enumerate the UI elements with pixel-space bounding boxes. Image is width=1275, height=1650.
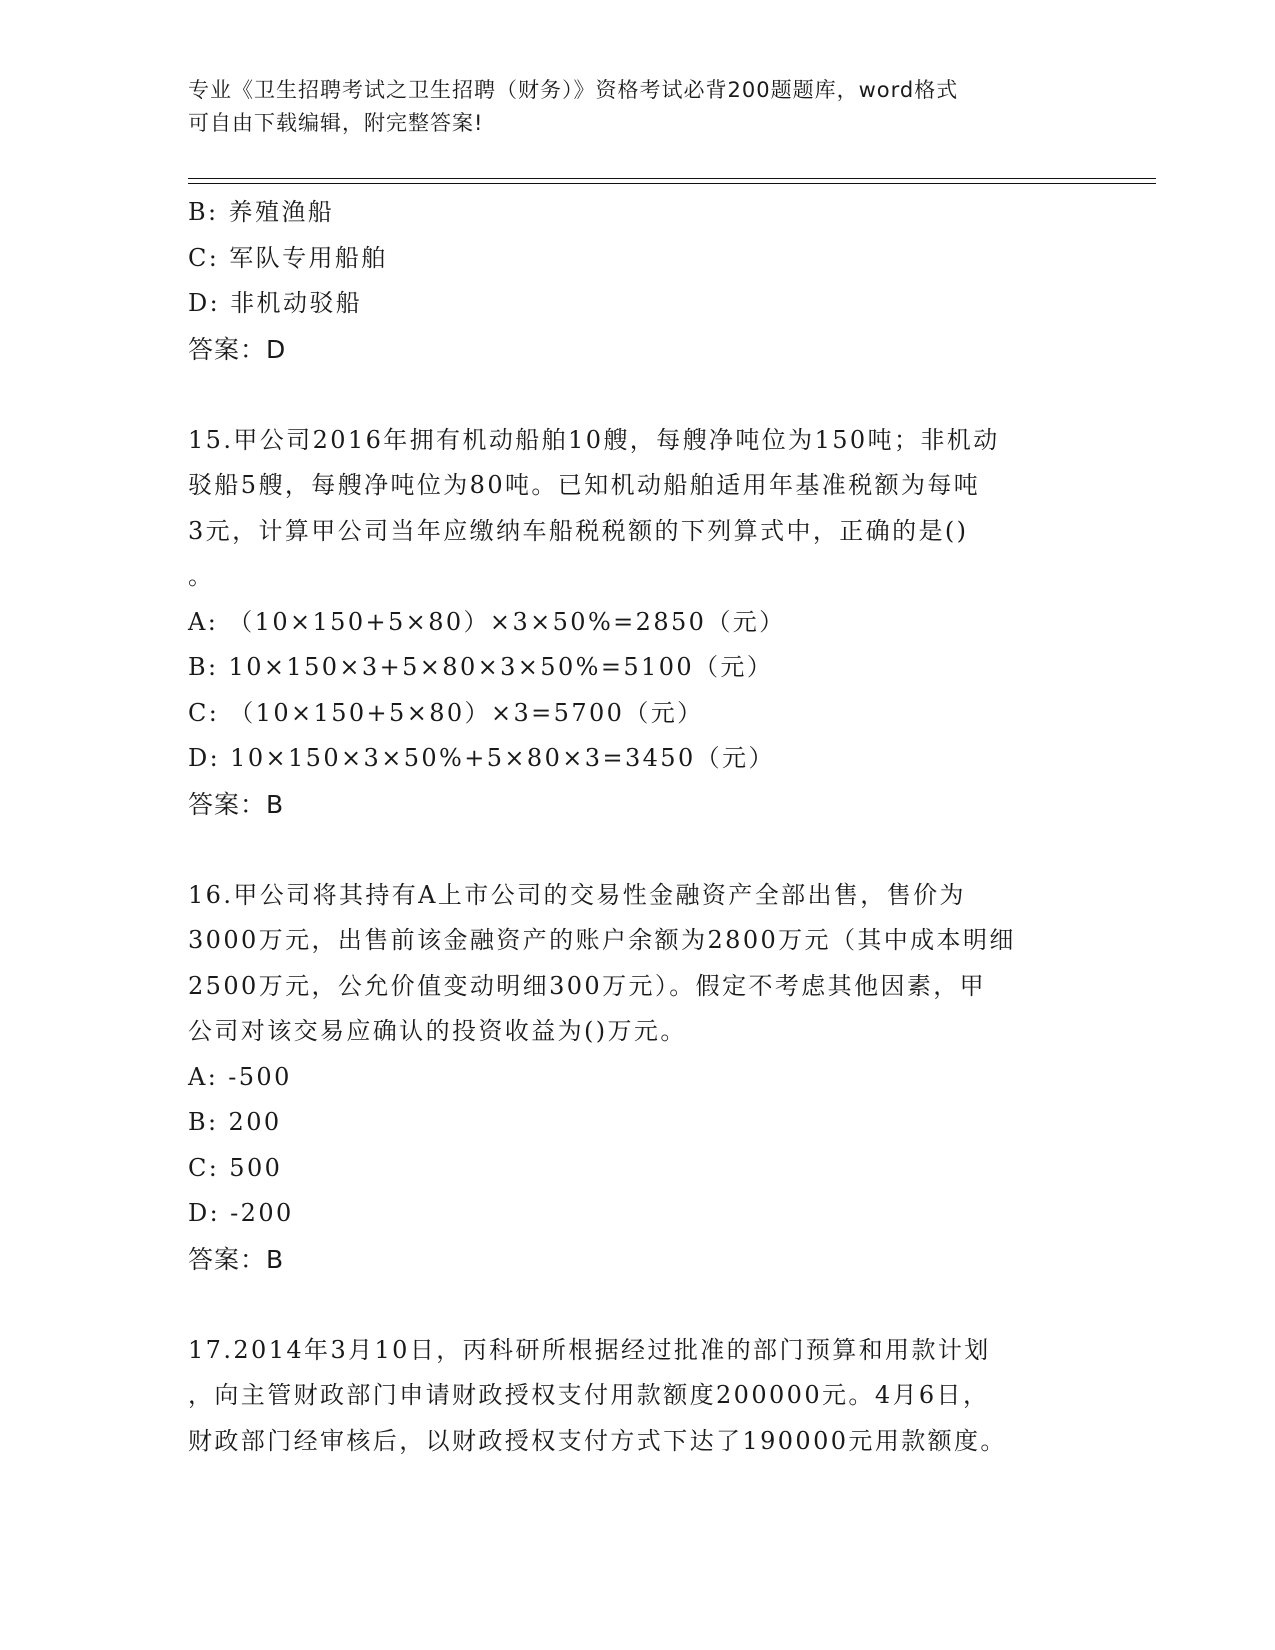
option-b: B: 200 [188, 1108, 282, 1136]
page-header [188, 74, 1088, 140]
option-c: C: （10×150+5×80）×3=5700（元） [188, 698, 704, 727]
question-stem-line: 3元，计算甲公司当年应缴纳车船税税额的下列算式中，正确的是() [188, 516, 969, 545]
question-17 [188, 1328, 1088, 1465]
option-d: D: -200 [188, 1199, 294, 1227]
answer: 答案：B [188, 789, 285, 819]
option-c: C: 军队专用船舶 [188, 243, 388, 272]
spacer [188, 1282, 1088, 1328]
option-c: C: 500 [188, 1153, 283, 1182]
answer: 答案：B [188, 1244, 285, 1274]
question-stem-line: 2500万元，公允价值变动明细300万元）。假定不考虑其他因素，甲 [188, 971, 987, 1000]
header-line: 专业《卫生招聘考试之卫生招聘（财务）》资格考试必背200题题库，word格式 [188, 78, 959, 102]
option-b: B: 养殖渔船 [188, 198, 335, 226]
question-16 [188, 873, 1088, 1283]
question-stem-line: 16.甲公司将其持有A上市公司的交易性金融资产全部出售，售价为 [188, 880, 966, 909]
option-b: B: 10×150×3+5×80×3×50%=5100（元） [188, 653, 774, 681]
question-stem-line: 公司对该交易应确认的投资收益为()万元。 [188, 1017, 687, 1045]
option-d: D: 非机动驳船 [188, 289, 363, 317]
question-stem-line: 驳船5艘，每艘净吨位为80吨。已知机动船舶适用年基准税额为每吨 [188, 471, 981, 499]
question-stem-line: 。 [188, 562, 215, 590]
question-stem-line: ，向主管财政部门申请财政授权支付用款额度200000元。4月6日， [188, 1381, 990, 1409]
option-d: D: 10×150×3×50%+5×80×3=3450（元） [188, 744, 775, 772]
option-a: A: -500 [188, 1062, 292, 1091]
answer: 答案：D [188, 334, 287, 364]
document-body [188, 190, 1088, 1464]
question-stem-line: 财政部门经审核后，以财政授权支付方式下达了190000元用款额度。 [188, 1426, 1007, 1455]
question-15 [188, 418, 1088, 828]
option-a: A: （10×150+5×80）×3×50%=2850（元） [188, 607, 786, 636]
header-divider [188, 183, 1156, 184]
question-14 [188, 190, 1088, 372]
spacer [188, 827, 1088, 873]
header-line: 可自由下载编辑，附完整答案! [188, 111, 484, 135]
question-stem-line: 17.2014年3月10日，丙科研所根据经过批准的部门预算和用款计划 [188, 1335, 991, 1364]
header-divider [188, 178, 1156, 179]
question-stem-line: 15.甲公司2016年拥有机动船舶10艘，每艘净吨位为150吨；非机动 [188, 425, 1000, 454]
spacer [188, 372, 1088, 418]
question-stem-line: 3000万元，出售前该金融资产的账户余额为2800万元（其中成本明细 [188, 926, 1016, 954]
